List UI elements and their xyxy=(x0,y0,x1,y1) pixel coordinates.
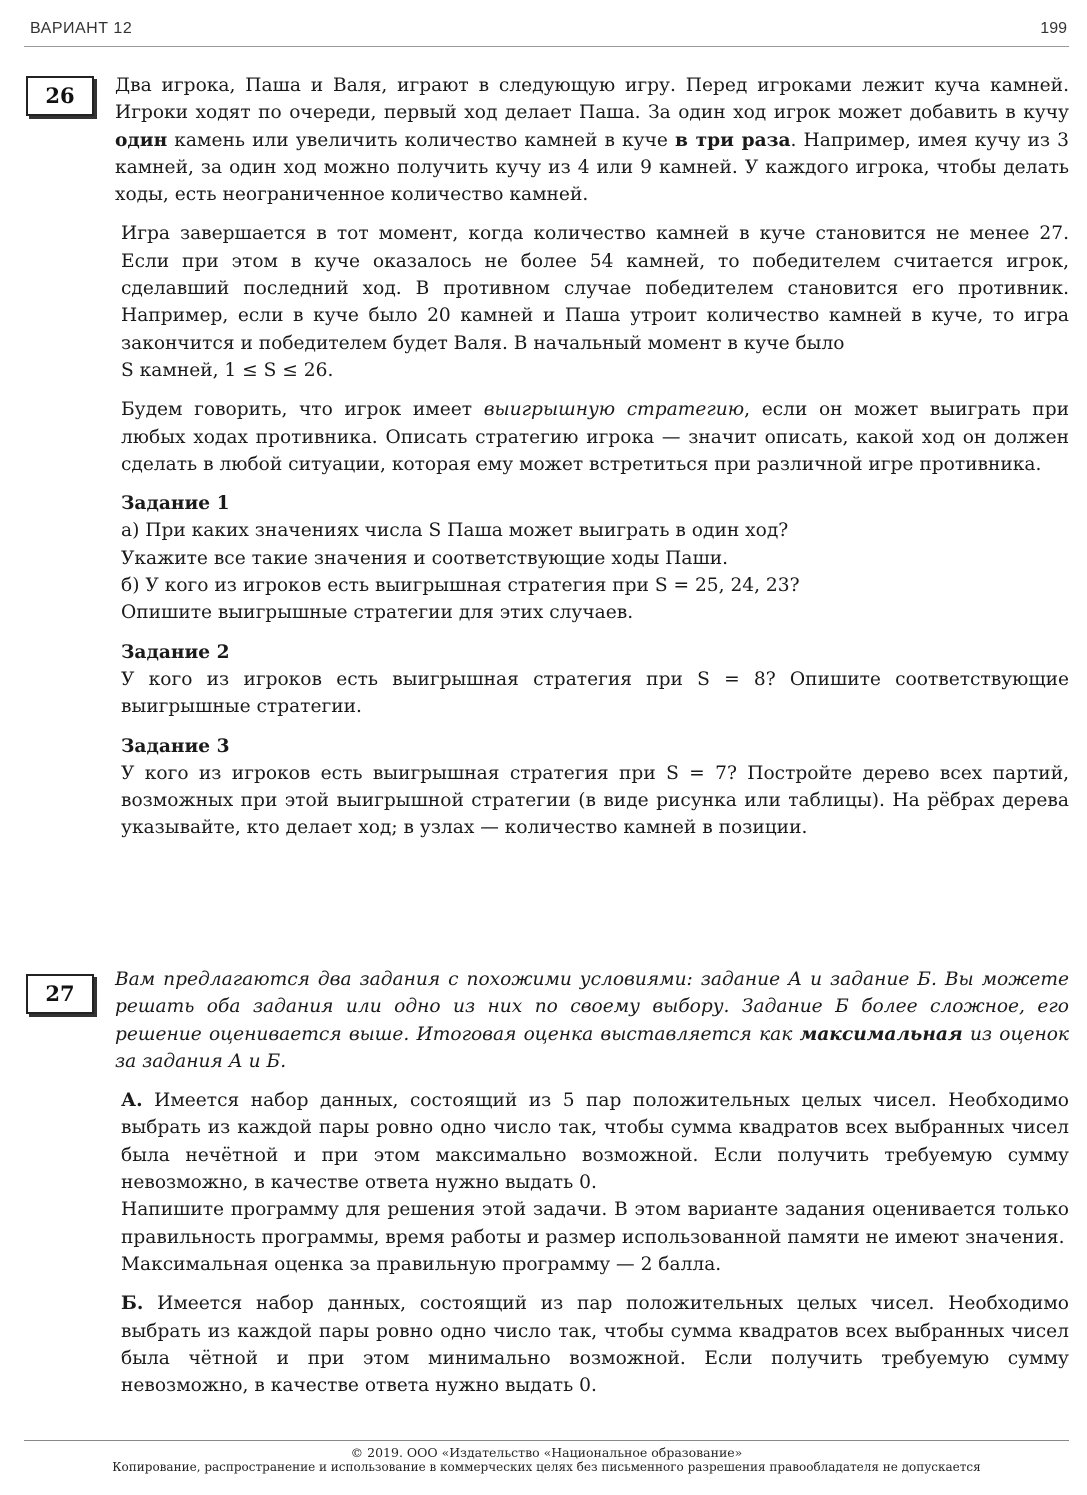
variant-a-score: Максимальная оценка за правильную программу — 2 балла. xyxy=(121,1253,722,1275)
variant-a-program: Напишите программу для решения этой задачи. В этом варианте задания оценивается только правильность программы, время работы и размер использованной памяти не имеют значения. xyxy=(121,1199,1069,1248)
subtask-2-text: У кого из игроков есть выигрышная стратегия при S = 8? Опишите соответствующие выигрышные стратегии. xyxy=(121,668,1069,718)
task-27-body xyxy=(115,966,1069,1399)
task-26-body xyxy=(115,72,1069,842)
italic-term: выигрышную стратегию xyxy=(483,399,745,421)
bold-term: один xyxy=(115,129,168,151)
paragraph-rules xyxy=(115,72,1069,208)
subtask-1-line-3: б) У кого из игроков есть выигрышная стратегия при S = 25, 24, 23? xyxy=(121,575,800,597)
text-span: камень или увеличить количество камней в куче xyxy=(167,129,675,151)
text-span: Два игрока, Паша и Валя, играют в следующую игру. Перед игроками лежит куча камней. Игроки ходят по очереди, первый ход делает Паша. За один ход игрок может добавить в кучу xyxy=(115,75,1069,124)
variant-b-label: Б. xyxy=(121,1293,144,1315)
page-footer xyxy=(24,1440,1069,1475)
paragraph-end-condition xyxy=(115,220,1069,384)
subtask-1-line-4: Опишите выигрышные стратегии для этих случаев. xyxy=(121,602,634,624)
italic-text: из оценок за задания А и Б. xyxy=(115,1023,1069,1072)
copyright-notice: Копирование, распространение и использование в коммерческих целях без письменного разрешения правообладателя не допускается xyxy=(112,1460,981,1474)
text-span: Имеется набор данных, состоящий из пар положительных целых чисел. Необходимо выбрать из каждой пары ровно одно число так, чтобы сумма квадратов всех выбранных чисел была чётной и при этом минимально возможной. Если получить требуемую сумму невозможно, в качестве ответа нужно выдать 0. xyxy=(121,1293,1069,1397)
task-number-box: 26 xyxy=(26,76,94,116)
text-span: . Например, имея кучу из 3 камней, за один ход можно получить кучу из 4 или 9 камней. У каждого игрока, чтобы делать ходы, есть неограниченное количество камней. xyxy=(115,129,1069,206)
bold-italic-term: максимальная xyxy=(799,1023,963,1045)
variant-label: ВАРИАНТ 12 xyxy=(30,20,133,37)
bold-term: в три раза xyxy=(675,129,791,151)
subtask-1-title: Задание 1 xyxy=(121,493,230,515)
text-span: , если он может выиграть при любых ходах противника. Описать стратегию игрока — значит описать, какой ход он должен сделать в любой ситуации, которая ему может встретиться при различной игре противника. xyxy=(121,399,1069,475)
variant-a-paragraph xyxy=(115,1087,1069,1196)
task-number-box: 27 xyxy=(26,974,94,1014)
page-header xyxy=(24,16,1069,47)
subtask-2-title: Задание 2 xyxy=(121,641,230,663)
subtask-3-text: У кого из игроков есть выигрышная стратегия при S = 7? Постройте дерево всех партий, возможных при этой выигрышной стратегии (в виде рисунка или таблицы). На рёбрах дерева указывайте, кто делает ход; в узлах — количество камней в позиции. xyxy=(121,762,1069,839)
text-span: S камней, 1 ≤ S ≤ 26. xyxy=(121,359,334,381)
page-number: 199 xyxy=(1040,20,1067,37)
text-span: Будем говорить, что игрок имеет xyxy=(121,399,484,421)
copyright-line: © 2019. ООО «Издательство «Национальное образование» xyxy=(350,1445,743,1460)
subtask-1-line-1: а) При каких значениях числа S Паша может выиграть в один ход? xyxy=(121,520,789,542)
paragraph-strategy-definition xyxy=(115,396,1069,478)
variant-a-label: А. xyxy=(121,1090,143,1112)
paragraph-intro xyxy=(115,966,1069,1075)
text-span: Игра завершается в тот момент, когда количество камней в куче становится не менее 27. Если при этом в куче оказалось не более 54 камней, то победителем считается игрок, сделавший последний ход. В противном случае победителем становится его противник. Например, если в куче было 20 камней и Паша утроит количество камней в куче, то игра закончится и победителем будет Валя. В начальный момент в куче было xyxy=(121,223,1069,354)
text-span: Имеется набор данных, состоящий из 5 пар положительных целых чисел. Необходимо выбрать из каждой пары ровно одно число так, чтобы сумма квадратов всех выбранных чисел была нечётной и при этом максимально возможной. Если получить требуемую сумму невозможно, в качестве ответа нужно выдать 0. xyxy=(121,1090,1069,1194)
italic-text: Вам предлагаются два задания с похожими условиями: задание А и задание Б. Вы можете решать оба задания или одно из них по своему выбору. Задание Б более сложное, его решение оценивается выше. Итоговая оценка выставляется как xyxy=(115,969,1069,1045)
subtask-1-line-2: Укажите все такие значения и соответствующие ходы Паши. xyxy=(121,547,729,569)
subtask-3-title: Задание 3 xyxy=(121,735,230,757)
variant-b-paragraph xyxy=(115,1290,1069,1399)
